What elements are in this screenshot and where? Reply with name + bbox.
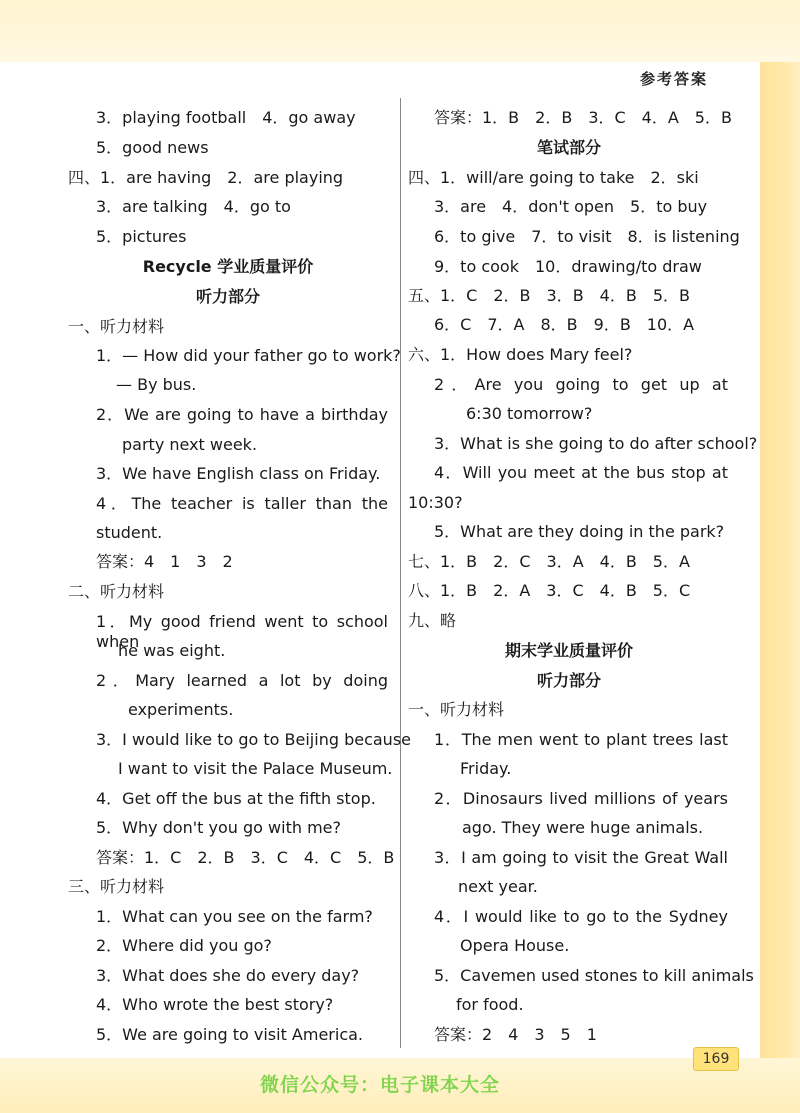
left-line-25: 5．Why don't you go with me?	[96, 818, 342, 837]
right-line-24: 2．Dinosaurs lived millions of years	[434, 789, 728, 808]
right-line-31: for food.	[456, 995, 524, 1014]
section-heading-final: 期末学业质量评价	[504, 641, 633, 660]
column-divider	[400, 98, 401, 1048]
left-line-21: experiments.	[128, 700, 234, 719]
right-line-1: 答案：1．B 2．B 3．C 4．A 5．B	[434, 108, 732, 127]
right-line-9: 六、1．How does Mary feel?	[408, 345, 633, 364]
right-line-3: 四、1．will/are going to take 2．ski	[408, 168, 699, 187]
right-line-30: 5．Cavemen used stones to kill animals	[434, 966, 754, 985]
left-line-17: 二、听力材料	[68, 582, 165, 601]
left-line-12: party next week.	[122, 435, 258, 454]
left-line-2: 5．good news	[96, 138, 209, 157]
right-line-11: 6:30 tomorrow?	[466, 404, 593, 423]
left-line-31: 4．Who wrote the best story?	[96, 995, 334, 1014]
right-line-13: 4．Will you meet at the bus stop at	[434, 463, 728, 482]
left-line-24: 4．Get off the bus at the fifth stop.	[96, 789, 376, 808]
left-line-15: student.	[96, 523, 163, 542]
top-banner	[0, 0, 800, 62]
subheading-listening-1: 听力部分	[195, 287, 260, 306]
left-line-11: 2．We are going to have a birthday	[96, 405, 388, 424]
left-line-14: 4．The teacher is taller than the	[96, 494, 388, 513]
right-line-26: 3．I am going to visit the Great Wall	[434, 848, 728, 867]
right-line-32: 答案：2 4 3 5 1	[434, 1025, 597, 1044]
right-line-6: 9．to cook 10．drawing/to draw	[434, 257, 702, 276]
right-line-21: 一、听力材料	[408, 700, 505, 719]
left-line-32: 5．We are going to visit America.	[96, 1025, 364, 1044]
left-line-13: 3．We have English class on Friday.	[96, 464, 381, 483]
right-line-5: 6．to give 7．to visit 8．is listening	[434, 227, 740, 246]
right-line-27: next year.	[458, 877, 538, 896]
right-line-4: 3．are 4．don't open 5．to buy	[434, 197, 708, 216]
page-number: 169	[693, 1047, 739, 1071]
left-line-20: 2．Mary learned a lot by doing	[96, 671, 388, 690]
right-line-15: 5．What are they doing in the park?	[434, 522, 725, 541]
left-line-30: 3．What does she do every day?	[96, 966, 360, 985]
left-line-10: — By bus.	[116, 375, 197, 394]
right-line-8: 6．C 7．A 8．B 9．B 10．A	[434, 315, 695, 334]
page-header-title: 参考答案	[640, 70, 709, 88]
left-line-3: 四、1．are having 2．are playing	[68, 168, 344, 187]
left-line-5: 5．pictures	[96, 227, 187, 246]
left-line-27: 三、听力材料	[68, 877, 165, 896]
left-line-16: 答案：4 1 3 2	[96, 552, 233, 571]
right-line-18: 九、略	[408, 611, 457, 630]
right-line-14: 10:30?	[408, 493, 463, 512]
footer-watermark-text: 微信公众号：电子课本大全	[259, 1074, 500, 1096]
right-line-16: 七、1．B 2．C 3．A 4．B 5．A	[408, 552, 690, 571]
left-line-19: he was eight.	[118, 641, 226, 660]
left-line-18: 1．My good friend went to school when	[96, 612, 388, 651]
subheading-listening-2: 听力部分	[536, 671, 601, 690]
right-edge-stripe	[760, 62, 800, 1113]
right-line-10: 2．Are you going to get up at	[434, 375, 728, 394]
section-heading-recycle: Recycle 学业质量评价	[142, 257, 314, 276]
right-line-22: 1．The men went to plant trees last	[434, 730, 728, 749]
left-line-28: 1．What can you see on the farm?	[96, 907, 373, 926]
right-line-12: 3．What is she going to do after school?	[434, 434, 758, 453]
right-line-29: Opera House.	[460, 936, 570, 955]
left-line-26: 答案：1．C 2．B 3．C 4．C 5．B	[96, 848, 395, 867]
right-line-28: 4．I would like to go to the Sydney	[434, 907, 728, 926]
right-line-23: Friday.	[460, 759, 512, 778]
left-line-1: 3．playing football 4．go away	[96, 108, 356, 127]
left-line-4: 3．are talking 4．go to	[96, 197, 291, 216]
right-line-7: 五、1．C 2．B 3．B 4．B 5．B	[408, 286, 690, 305]
subheading-written: 笔试部分	[536, 138, 601, 157]
right-line-17: 八、1．B 2．A 3．C 4．B 5．C	[408, 581, 691, 600]
left-line-22: 3．I would like to go to Beijing because	[96, 730, 411, 749]
left-line-8: 一、听力材料	[68, 317, 165, 336]
right-line-25: ago. They were huge animals.	[462, 818, 704, 837]
left-line-23: I want to visit the Palace Museum.	[118, 759, 393, 778]
left-line-9: 1．— How did your father go to work?	[96, 346, 401, 365]
left-line-29: 2．Where did you go?	[96, 936, 272, 955]
